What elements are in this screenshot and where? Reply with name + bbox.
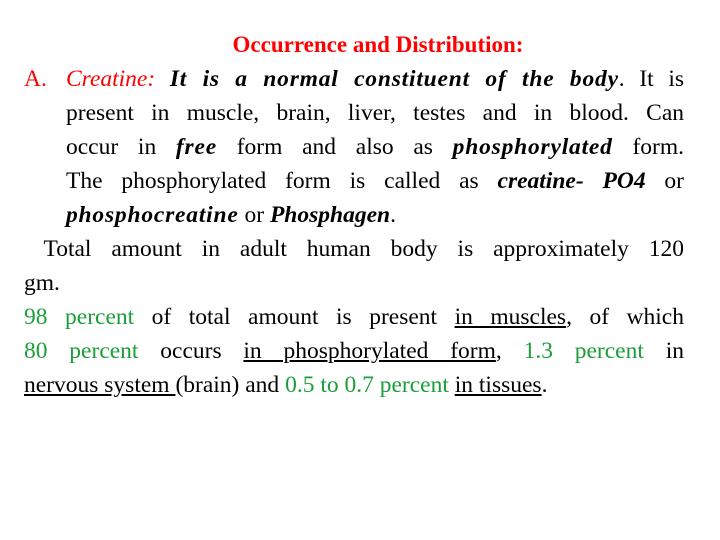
section-a-marker: A. — [24, 66, 47, 92]
pct-0-5-to-0-7: 0.5 to 0.7 percent — [285, 372, 449, 398]
normal-constituent-emphasis: It is a normal constituent of the body — [169, 66, 619, 92]
free-emphasis: free — [175, 134, 217, 160]
section-a-paragraph — [24, 62, 684, 232]
section-a-line-4 — [24, 164, 684, 198]
text-fragment: form. — [612, 134, 685, 160]
section-a-line-2 — [24, 96, 684, 130]
text-fragment: Total amount in adult human body is approximately 120 — [24, 236, 684, 262]
text-fragment: or — [645, 168, 684, 194]
text-fragment: . — [390, 202, 396, 228]
text-fragment: gm. — [24, 270, 60, 296]
text-fragment: in — [643, 338, 684, 364]
phosphagen-emphasis: Phosphagen — [269, 202, 391, 228]
in-muscles-underlined: in muscles — [454, 304, 567, 330]
phosphocreatine-emphasis: phosphocreatine — [66, 202, 239, 228]
creatine-po4-emphasis: creatine- PO4 — [497, 168, 646, 194]
text-fragment: occur in — [66, 134, 176, 160]
slide-title: Occurrence and Distribution: — [232, 32, 524, 57]
creatine-term: Creatine: — [66, 66, 156, 92]
text-fragment: of total amount is present — [134, 304, 455, 330]
text-fragment: . It is — [618, 66, 685, 92]
text-fragment: (brain) and — [175, 372, 286, 398]
section-b-line-1 — [24, 232, 684, 266]
pct-80: 80 percent — [24, 338, 139, 364]
section-b-line-4 — [24, 334, 684, 368]
phosphorylated-emphasis: phosphorylated — [452, 134, 613, 160]
section-a-line-3 — [24, 130, 684, 164]
text-fragment: . — [541, 372, 548, 398]
section-a-line-5 — [24, 198, 684, 232]
text-fragment: , — [495, 338, 524, 364]
in-tissues-underlined: in tissues — [454, 372, 542, 398]
pct-1-3: 1.3 percent — [523, 338, 644, 364]
in-phosphorylated-underlined: in phosphorylated form — [243, 338, 496, 364]
text-fragment: The phosphorylated form is called as — [66, 168, 498, 194]
section-b-line-3 — [24, 300, 684, 334]
text-fragment: occurs — [138, 338, 244, 364]
text-fragment: or — [238, 202, 270, 228]
section-b-line-2 — [24, 266, 684, 300]
text-fragment: form and also as — [216, 134, 453, 160]
section-a-line-1 — [24, 62, 684, 96]
pct-98: 98 percent — [24, 304, 135, 330]
section-b-paragraph — [24, 232, 684, 402]
nervous-system-underlined: nervous system — [24, 372, 176, 398]
text-fragment: present in muscle, brain, liver, testes and in blood. Can — [66, 100, 684, 126]
text-fragment: , of which — [566, 304, 684, 330]
section-b-line-5 — [24, 368, 684, 402]
